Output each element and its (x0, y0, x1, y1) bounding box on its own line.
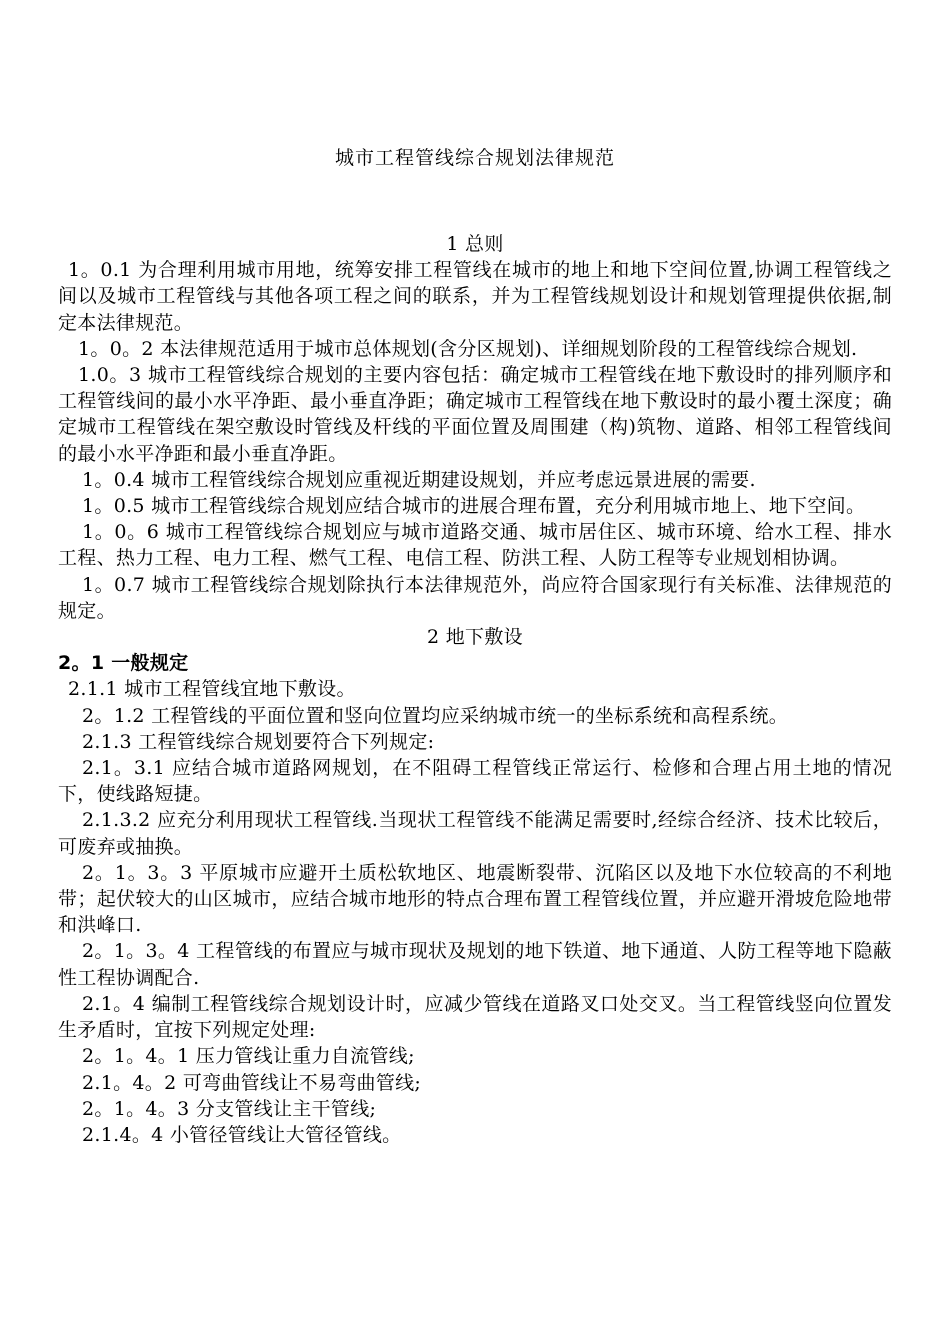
subsection-heading-general-rules: 2。1 一般规定 (58, 652, 189, 675)
clause-2-1-3-2: 2.1.3.2 应充分利用现状工程管线.当现状工程管线不能满足需要时,经综合经济、技术比较后，可废弃或抽换。 (58, 809, 892, 858)
section-heading-general: 1 总则 (446, 233, 504, 255)
clause-2-1-4-1: 2。1。4。1 压力管线让重力自流管线; (82, 1045, 415, 1068)
clause-2-1-4: 2.1。4 编制工程管线综合规划设计时，应减少管线在道路叉口处交叉。当工程管线竖向位置发生矛盾时，宜按下列规定处理: (58, 992, 892, 1042)
clause-2-1-1: 2.1.1 城市工程管线宜地下敷设。 (68, 678, 356, 701)
clause-2-1-3: 2.1.3 工程管线综合规划要符合下列规定: (82, 730, 435, 753)
clause-2-1-3-3: 2。1。3。3 平原城市应避开土质松软地区、地震断裂带、沉陷区以及地下水位较高的不利地带；起伏较大的山区城市，应结合城市地形的特点合理布置工程管线位置，并应避开滑坡危险地带和洪峰口. (58, 861, 892, 937)
document-body (58, 231, 892, 1148)
clause-2-1-3-1: 2.1。3.1 应结合城市道路网规划，在不阻碍工程管线正常运行、检修和合理占用土地的情况下，使线路短捷。 (58, 757, 892, 806)
section-heading-underground: 2 地下敷设 (427, 626, 523, 649)
document-title: 城市工程管线综合规划法律规范 (334, 147, 615, 169)
clause-1-0-7: 1。0.7 城市工程管线综合规划除执行本法律规范外，尚应符合国家现行有关标准、法律规范的规定。 (58, 573, 892, 622)
clause-2-1-4-3: 2。1。4。3 分支管线让主干管线; (82, 1097, 377, 1120)
clause-1-0-1: 1。0.1 为合理利用城市用地，统筹安排工程管线在城市的地上和地下空间位置,协调工程管线之间以及城市工程管线与其他各项工程之间的联系，并为工程管线规划设计和规划管理提供依据,制定本法律规范。 (58, 259, 892, 334)
clause-1-0-2: 1。0。2 本法律规范适用于城市总体规划(含分区规划)、详细规划阶段的工程管线综合规划. (78, 337, 858, 360)
clause-1-0-5: 1。0.5 城市工程管线综合规划应结合城市的进展合理布置，充分利用城市地上、地下空间。 (82, 495, 866, 518)
clause-2-1-2: 2。1.2 工程管线的平面位置和竖向位置均应采纳城市统一的坐标系统和高程系统。 (82, 704, 789, 727)
clause-1-0-3: 1.0。3 城市工程管线综合规划的主要内容包括：确定城市工程管线在地下敷设时的排列顺序和工程管线间的最小水平净距、最小垂直净距；确定城市工程管线在地下敷设时的最小覆土深度；确定城市工程管线在架空敷设时管线及杆线的平面位置及周围建（构)筑物、道路、相邻工程管线间的最小水平净距和最小垂直净距。 (58, 364, 892, 465)
clause-2-1-3-4: 2。1。3。4 工程管线的布置应与城市现状及规划的地下铁道、地下通道、人防工程等地下隐蔽性工程协调配合. (58, 940, 892, 989)
clause-2-1-4-2: 2.1。4。2 可弯曲管线让不易弯曲管线; (82, 1071, 422, 1094)
clause-1-0-4: 1。0.4 城市工程管线综合规划应重视近期建设规划，并应考虑远景进展的需要. (82, 468, 756, 491)
clause-2-1-4-4: 2.1.4。4 小管径管线让大管径管线。 (82, 1123, 402, 1146)
clause-1-0-6: 1。0。6 城市工程管线综合规划应与城市道路交通、城市居住区、城市环境、给水工程、排水工程、热力工程、电力工程、燃气工程、电信工程、防洪工程、人防工程等专业规划相协调。 (58, 521, 892, 570)
